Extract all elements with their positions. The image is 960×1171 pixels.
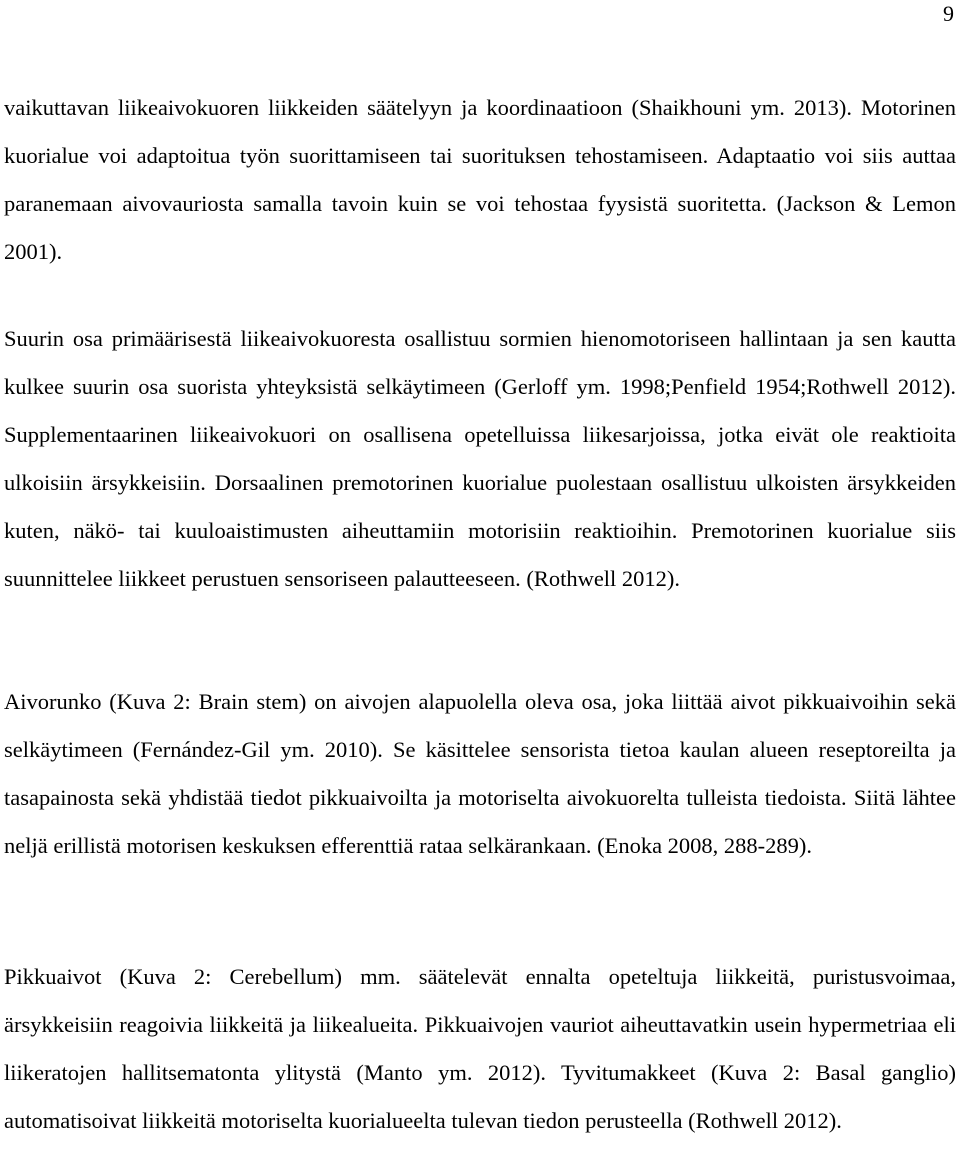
page-number: 9 bbox=[943, 1, 954, 26]
paragraph-brain-stem: Aivorunko (Kuva 2: Brain stem) on aivojen alapuolella oleva osa, joka liittää aivot pikkuaivoihin sekä selkäytimeen (Fernández-Gil ym. 2010). Se käsittelee sensorista tietoa kaulan alueen reseptoreilta ja tasapainosta sekä yhdistää tiedot pikkuaivoilta ja motoriselta aivokuorelta tulleista tiedoista. Siitä lähtee neljä erillistä motorisen keskuksen efferenttiä rataa selkärankaan. (Enoka 2008, 288-289). bbox=[4, 689, 956, 858]
paragraph-motor-cortex-adaptation: vaikuttavan liikeaivokuoren liikkeiden säätelyyn ja koordinaatioon (Shaikhouni ym. 2013). Motorinen kuorialue voi adaptoitua työn suorittamiseen tai suorituksen tehostamiseen. Adaptaatio voi siis auttaa paranemaan aivovauriosta samalla tavoin kuin se voi tehostaa fyysistä suoritetta. (Jackson & Lemon 2001). bbox=[4, 95, 956, 264]
paragraph-cerebellum-basal-ganglia: Pikkuaivot (Kuva 2: Cerebellum) mm. säätelevät ennalta opeteltuja liikkeitä, puristusvoimaa, ärsykkeisiin reagoivia liikkeitä ja liikealueita. Pikkuaivojen vauriot aiheuttavatkin usein hypermetriaa eli liikeratojen hallitsematonta ylitystä (Manto ym. 2012). Tyvitumakkeet (Kuva 2: Basal ganglio) automatisoivat liikkeitä motoriselta kuorialueelta tulevan tiedon perusteella (Rothwell 2012). bbox=[4, 964, 956, 1133]
paragraph-primary-motor-cortex: Suurin osa primäärisestä liikeaivokuoresta osallistuu sormien hienomotoriseen hallintaan ja sen kautta kulkee suurin osa suorista yhteyksistä selkäytimeen (Gerloff ym. 1998;Penfield 1954;Rothwell 2012). Supplementaarinen liikeaivokuori on osallisena opetelluissa liikesarjoissa, jotka eivät ole reaktioita ulkoisiin ärsykkeisiin. Dorsaalinen premotorinen kuorialue puolestaan osallistuu ulkoisten ärsykkeiden kuten, näkö- tai kuuloaistimusten aiheuttamiin motorisiin reaktioihin. Premotorinen kuorialue siis suunnittelee liikkeet perustuen sensoriseen palautteeseen. (Rothwell 2012). bbox=[4, 326, 956, 591]
